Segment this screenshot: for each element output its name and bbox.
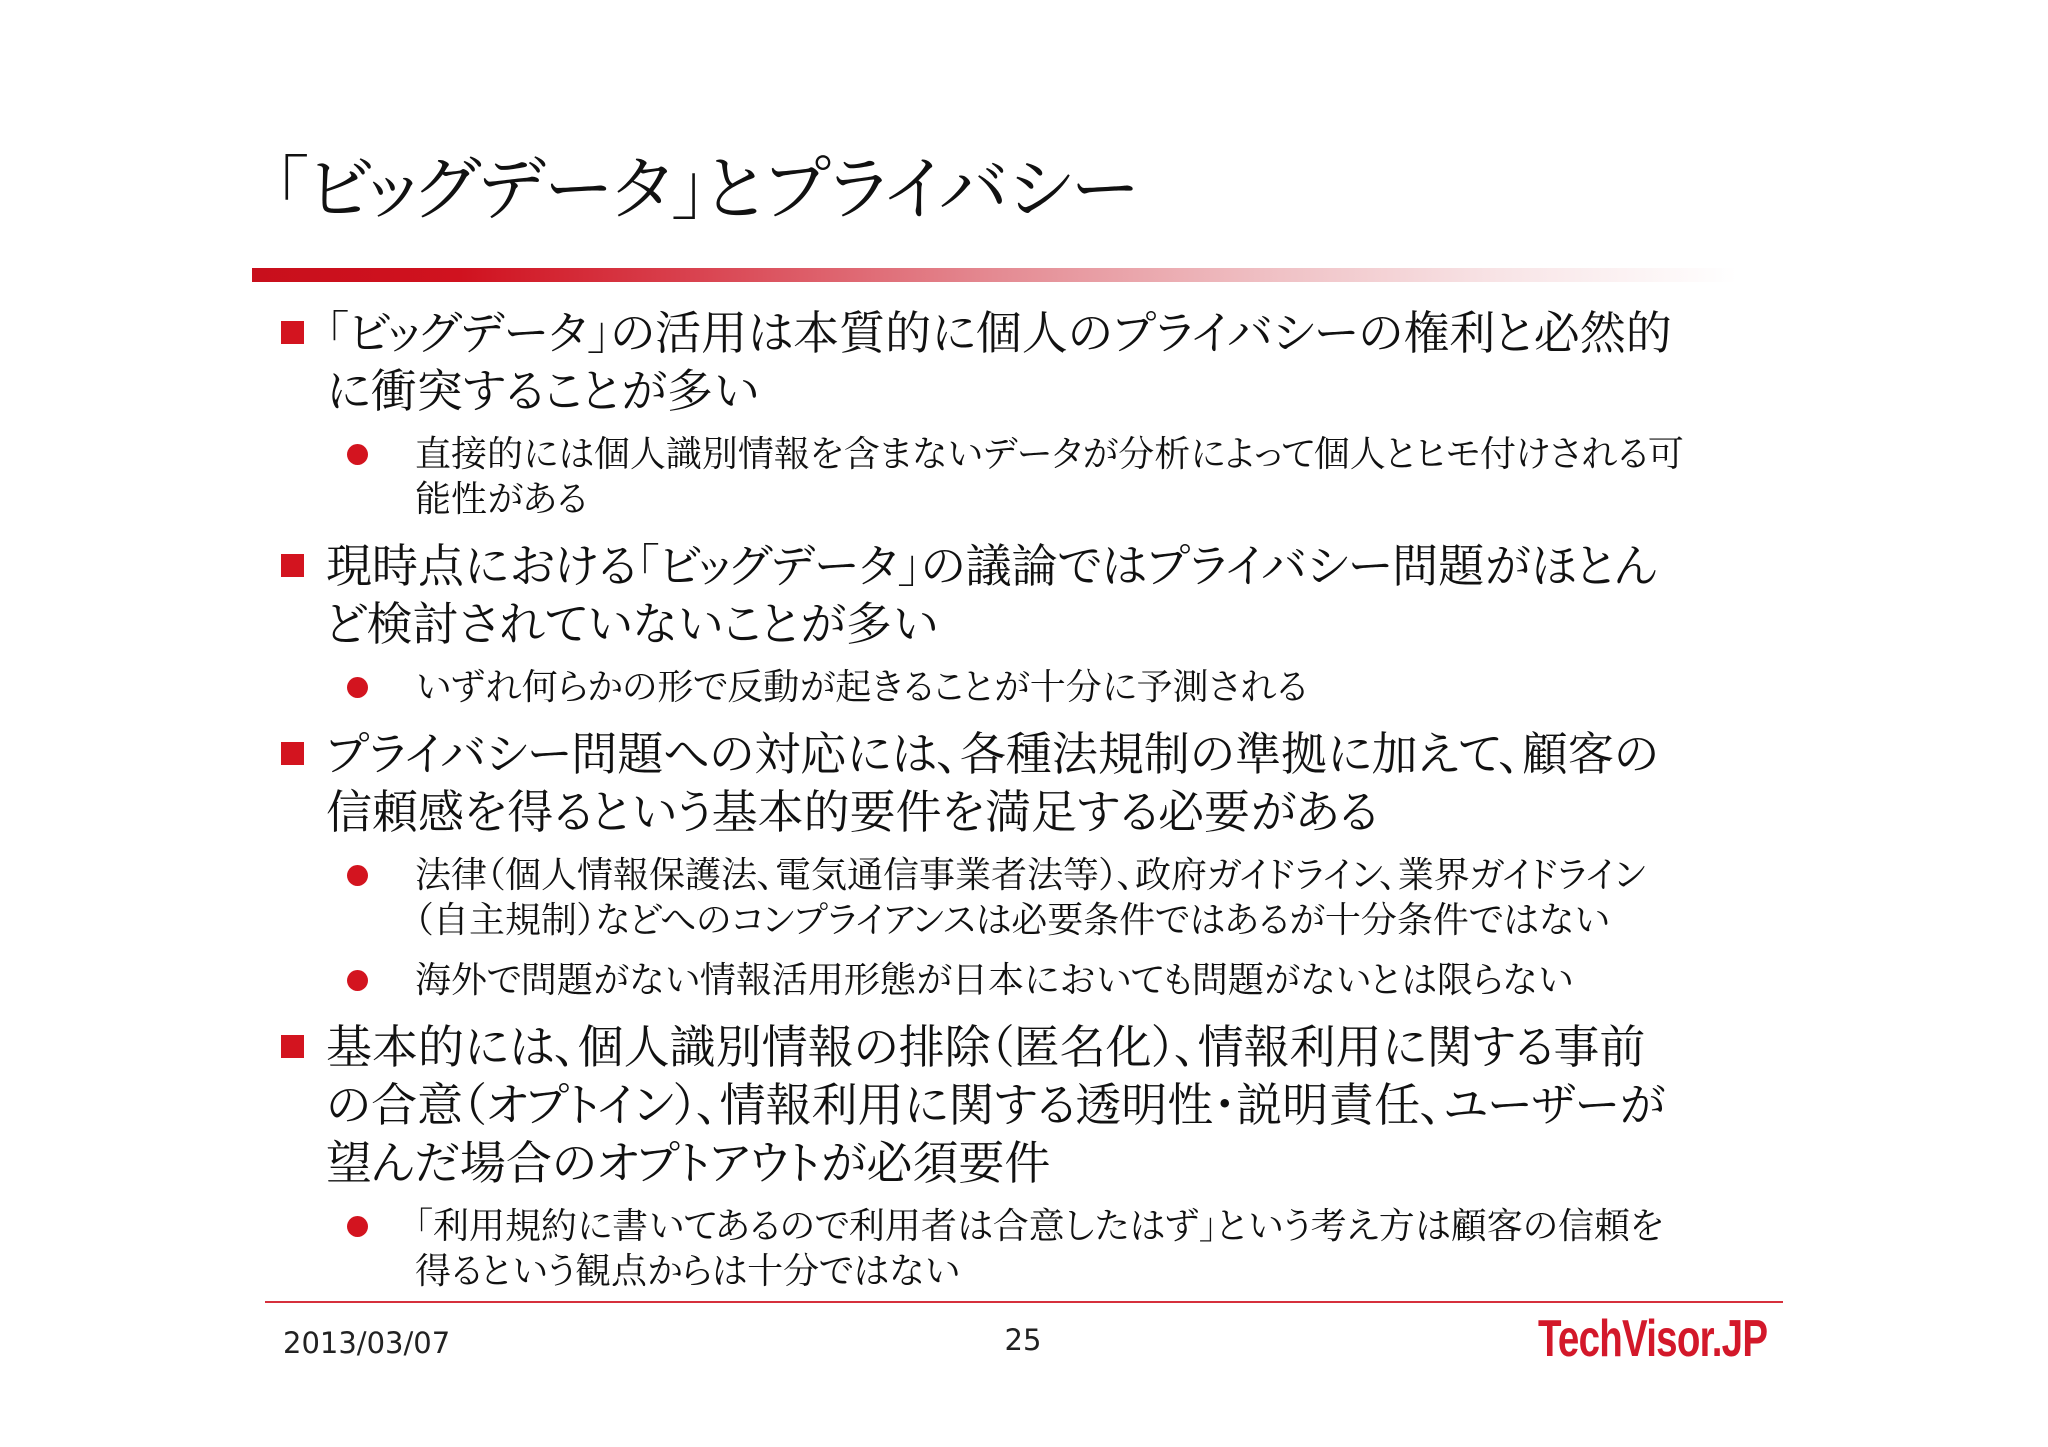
bullet-text-line: 「ビッグデータ」の活用は本質的に個人のプライバシーの権利と必然的 <box>326 306 1672 360</box>
sub-bullet-item <box>281 958 1841 1003</box>
sub-bullet-text-line: 直接的には個人識別情報を含まないデータが分析によって個人とヒモ付けされる可 <box>415 434 1684 475</box>
circle-bullet-icon <box>347 1216 368 1237</box>
circle-bullet-icon <box>347 970 368 991</box>
sub-bullet-text-line: （自主規制）などへのコンプライアンスは必要条件ではあるが十分条件ではない <box>415 900 1610 941</box>
bullet-text-line: ど検討されていないことが多い <box>326 597 938 651</box>
footer-date: 2013/03/07 <box>283 1326 451 1360</box>
bullet-text-line: 現時点における「ビッグデータ」の議論ではプライバシー問題がほとん <box>326 539 1657 593</box>
square-bullet-icon <box>281 321 304 344</box>
bullet-list <box>281 304 1841 1294</box>
title-accent-bar <box>252 268 1737 282</box>
techvisor-logo: TechVisor.JP <box>1538 1310 1768 1368</box>
bullet-text-line: プライバシー問題への対応には、各種法規制の準拠に加えて、顧客の <box>326 727 1659 781</box>
circle-bullet-icon <box>347 444 368 465</box>
bullet-text-line: 望んだ場合のオプトアウトが必須要件 <box>326 1136 1051 1190</box>
sub-bullet-item <box>281 853 1841 943</box>
sub-bullet-item <box>281 1204 1841 1294</box>
sub-bullet-text-line: 「利用規約に書いてあるので利用者は合意したはず」という考え方は顧客の信頼を <box>415 1206 1664 1247</box>
bullet-item <box>281 1018 1841 1192</box>
bullet-item <box>281 304 1841 420</box>
circle-bullet-icon <box>347 677 368 698</box>
square-bullet-icon <box>281 1035 304 1058</box>
footer-divider <box>265 1301 1783 1303</box>
bullet-item <box>281 725 1841 841</box>
square-bullet-icon <box>281 742 304 765</box>
sub-bullet-item <box>281 432 1841 522</box>
sub-bullet-text-line: 得るという観点からは十分ではない <box>415 1251 960 1292</box>
bullet-item <box>281 537 1841 653</box>
slide-title: 「ビッグデータ」とプライバシー <box>274 148 1139 230</box>
sub-bullet-item <box>281 665 1841 710</box>
sub-bullet-text-line: 能性がある <box>415 479 587 520</box>
bullet-text-line: 信頼感を得るという基本的要件を満足する必要がある <box>326 785 1378 839</box>
sub-bullet-text-line: 海外で問題がない情報活用形態が日本においても問題がないとは限らない <box>415 960 1573 1001</box>
sub-bullet-text-line: いずれ何らかの形で反動が起きることが十分に予測される <box>415 667 1307 708</box>
bullet-text-line: に衝突することが多い <box>326 364 759 418</box>
circle-bullet-icon <box>347 865 368 886</box>
bullet-text-line: 基本的には、個人識別情報の排除（匿名化）、情報利用に関する事前 <box>326 1020 1646 1074</box>
square-bullet-icon <box>281 554 304 577</box>
sub-bullet-text-line: 法律（個人情報保護法、電気通信事業者法等）、政府ガイドライン、業界ガイドライン <box>415 855 1646 896</box>
bullet-text-line: の合意（オプトイン）、情報利用に関する透明性・説明責任、ユーザーが <box>326 1078 1666 1132</box>
page-number: 25 <box>1004 1323 1042 1357</box>
